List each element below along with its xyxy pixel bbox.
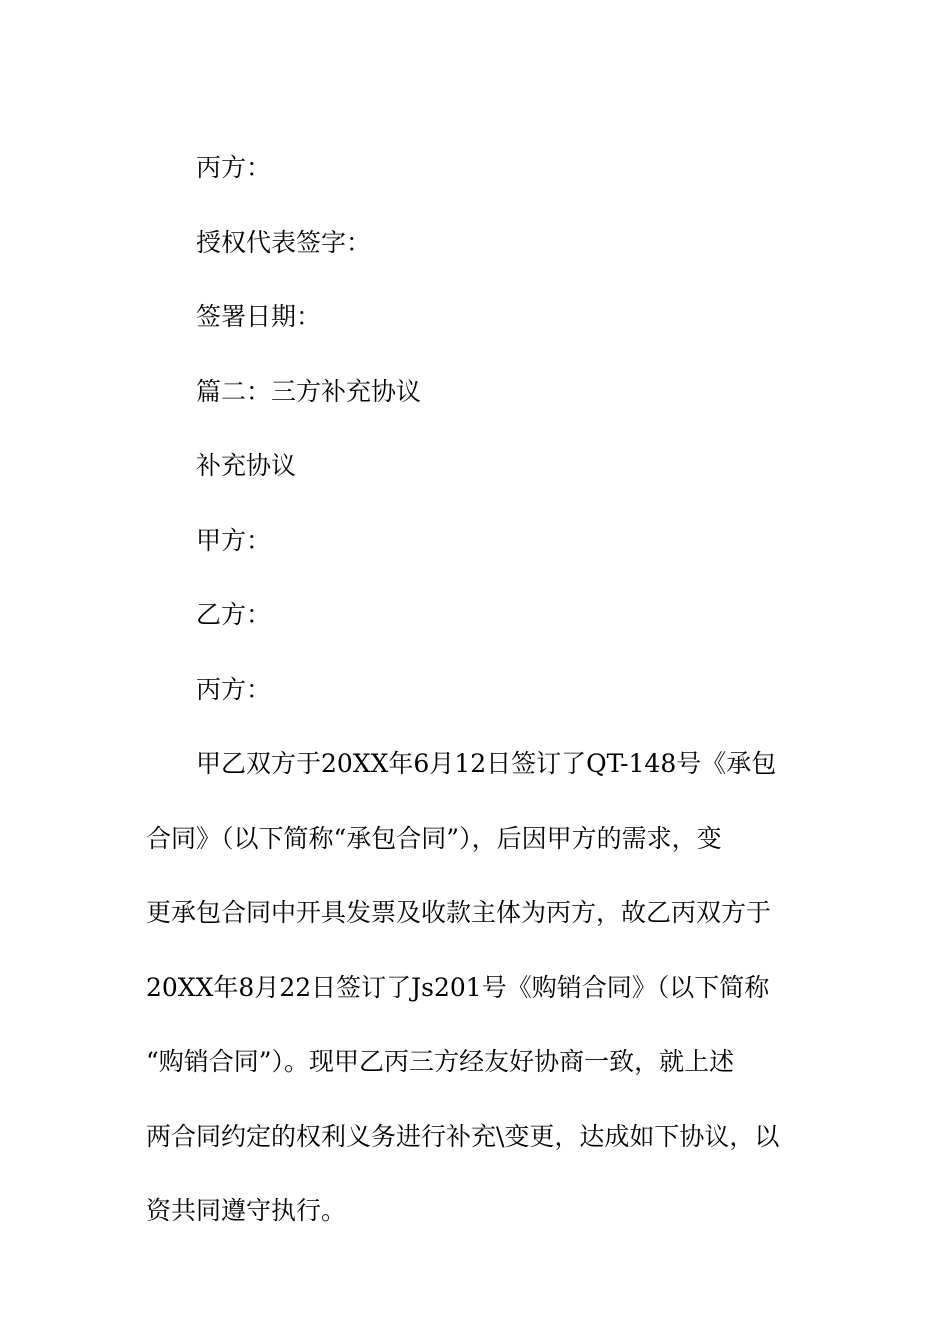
paragraph-line: 20XX年8月22日签订了Js201号《购销合同》（以下简称: [146, 972, 770, 1002]
paragraph-line: 甲乙双方于20XX年6月12日签订了QT-148号《承包: [196, 749, 777, 778]
paragraph-line: “购销合同”）。现甲乙丙三方经友好协商一致，就上述: [146, 1047, 735, 1076]
section-heading: 篇二：三方补充协议: [196, 376, 422, 406]
authorized-signature-label: 授权代表签字：: [196, 227, 372, 257]
paragraph-line: 更承包合同中开具发票及收款主体为丙方，故乙丙双方于: [146, 898, 772, 927]
party-c-label: 丙方：: [196, 153, 272, 182]
document-body: [146, 131, 796, 1249]
paragraph-line: 资共同遵守执行。: [146, 1196, 347, 1225]
paragraph-line: 合同》（以下简称“承包合同”），后因甲方的需求，变: [146, 823, 722, 853]
signing-date-label: 签署日期：: [196, 302, 322, 331]
party-c-label-2: 丙方：: [196, 674, 272, 704]
agreement-title: 补充协议: [196, 451, 297, 480]
party-b-label: 乙方：: [196, 600, 272, 629]
paragraph-line: 两合同约定的权利义务进行补充\变更，达成如下协议，以: [146, 1121, 780, 1151]
party-a-label: 甲方：: [196, 525, 272, 555]
